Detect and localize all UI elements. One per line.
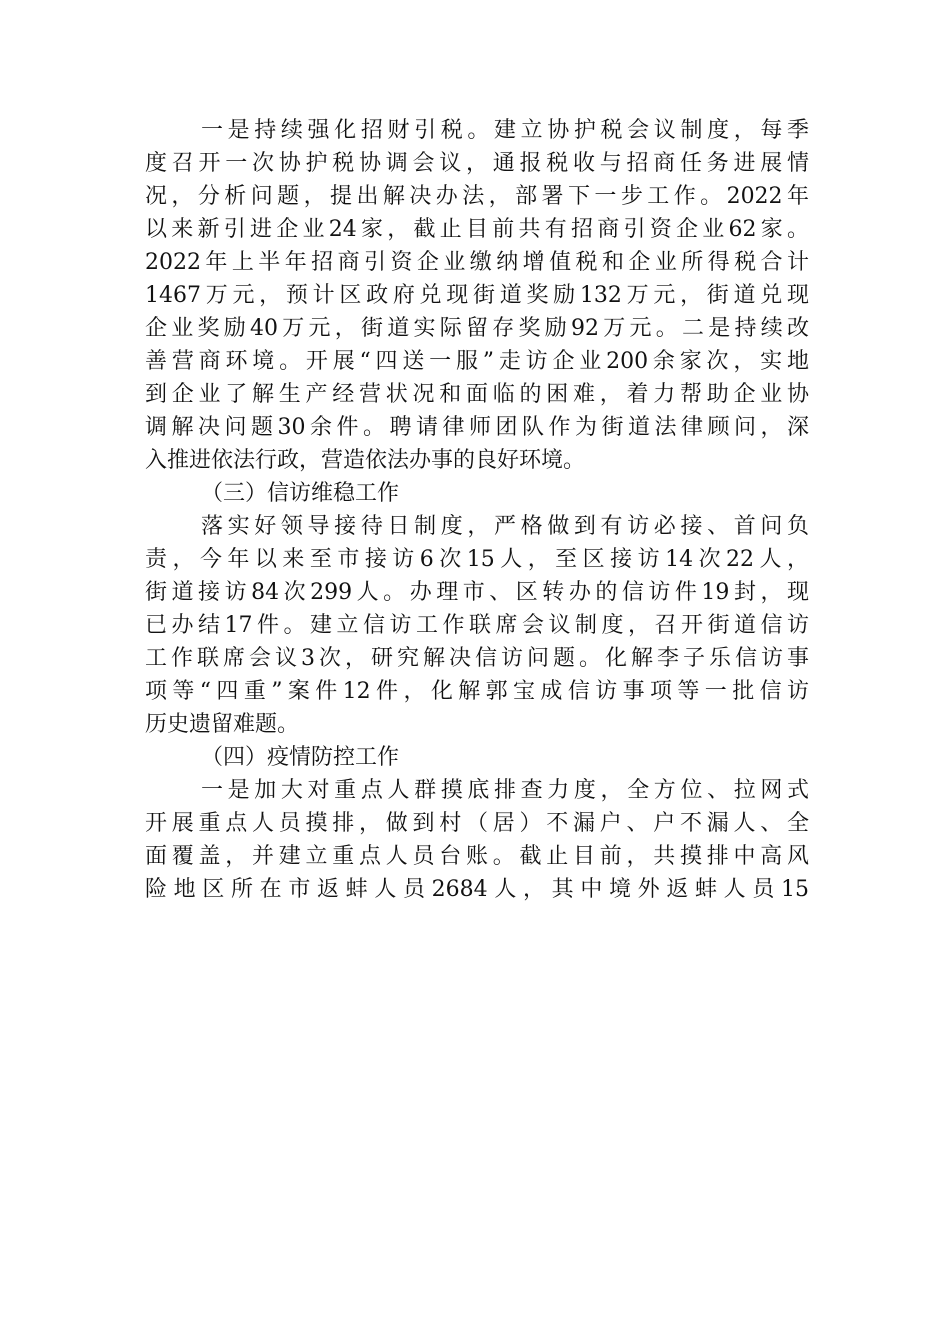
text-line: 企业奖励40万元，街道实际留存奖励92万元。二是持续改 — [145, 316, 809, 341]
text-line: 善营商环境。开展“四送一服”走访企业200余家次，实地 — [145, 349, 809, 374]
text-line: 一是持续强化招财引税。建立协护税会议制度，每季 — [201, 118, 809, 143]
section-heading-petition: （三）信访维稳工作 — [201, 481, 400, 506]
text-line: 街道接访84次299人。办理市、区转办的信访件19封，现 — [145, 580, 809, 605]
text-line: 工作联席会议3次，研究解决信访问题。化解李子乐信访事 — [145, 646, 809, 671]
document-page — [145, 114, 809, 906]
text-line: 落实好领导接待日制度，严格做到有访必接、首问负 — [201, 514, 809, 539]
text-line: 到企业了解生产经营状况和面临的困难，着力帮助企业协 — [145, 382, 809, 407]
text-line: 已办结17件。建立信访工作联席会议制度，召开街道信访 — [145, 613, 809, 638]
text-line: 一是加大对重点人群摸底排查力度，全方位、拉网式 — [201, 778, 809, 803]
text-line: 面覆盖，并建立重点人员台账。截止目前，共摸排中高风 — [145, 844, 809, 869]
paragraph-petition — [145, 510, 809, 741]
text-line: 历史遗留难题。 — [145, 712, 300, 737]
text-line: 2022年上半年招商引资企业缴纳增值税和企业所得税合计 — [145, 250, 809, 275]
text-line: 以来新引进企业24家，截止目前共有招商引资企业62家。 — [145, 217, 809, 242]
text-line: 项等“四重”案件12件，化解郭宝成信访事项等一批信访 — [145, 679, 809, 704]
text-line: 1467万元，预计区政府兑现街道奖励132万元，街道兑现 — [145, 283, 809, 308]
paragraph-epidemic — [145, 774, 809, 906]
text-line: 责，今年以来至市接访6次15人，至区接访14次22人， — [145, 547, 809, 572]
text-line: 开展重点人员摸排，做到村（居）不漏户、户不漏人、全 — [145, 811, 809, 836]
paragraph-investment-tax — [145, 114, 809, 477]
text-line: 调解决问题30余件。聘请律师团队作为街道法律顾问，深 — [145, 415, 809, 440]
text-line: 险地区所在市返蚌人员2684人，其中境外返蚌人员15 — [145, 877, 809, 902]
text-line: 况，分析问题，提出解决办法，部署下一步工作。2022年 — [145, 184, 809, 209]
text-line: 入推进依法行政，营造依法办事的良好环境。 — [145, 448, 586, 473]
text-line: 度召开一次协护税协调会议，通报税收与招商任务进展情 — [145, 151, 809, 176]
section-heading-epidemic: （四）疫情防控工作 — [201, 745, 400, 770]
